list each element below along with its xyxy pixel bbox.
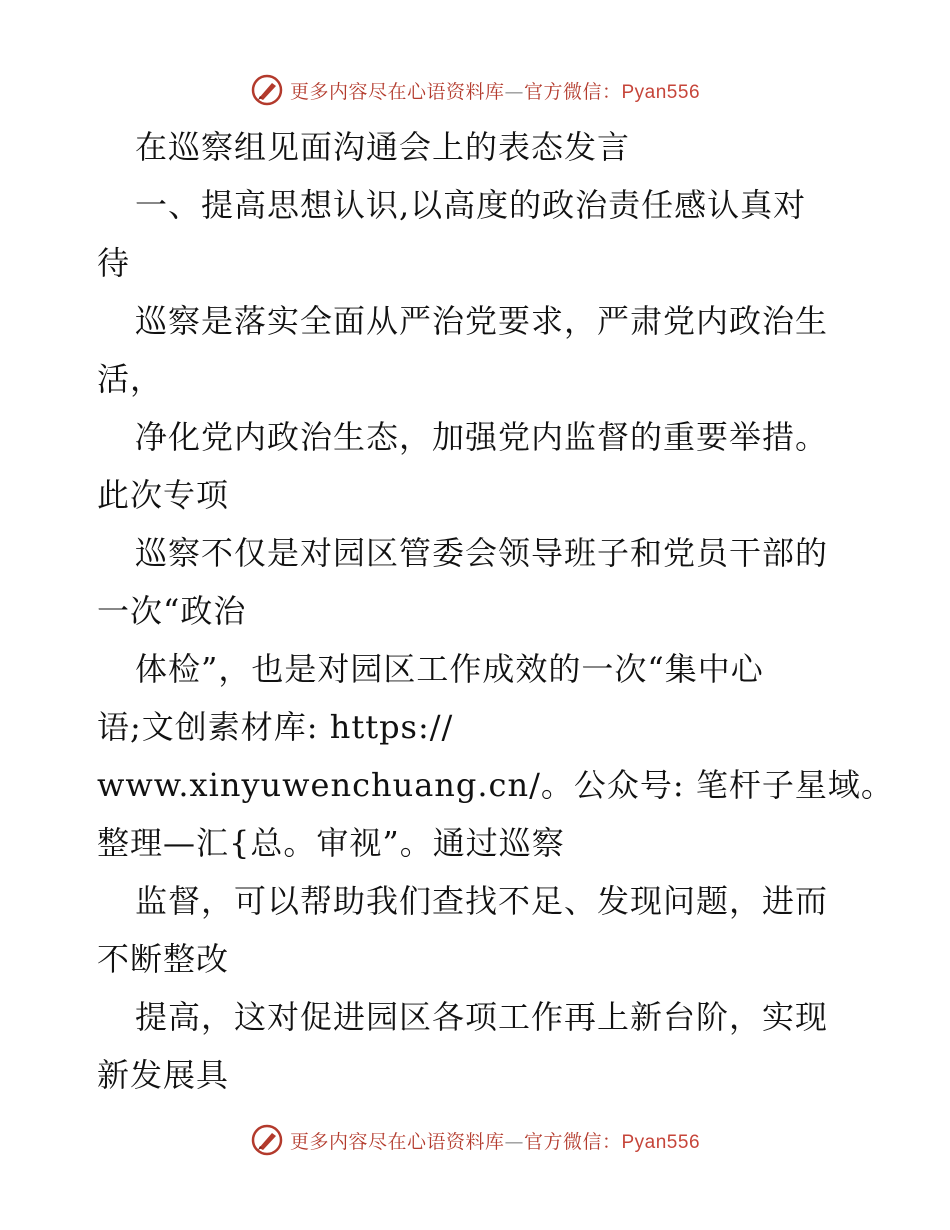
banner-text: [290, 1127, 700, 1154]
banner-title: 更多内容尽在心语资料库: [289, 1130, 505, 1153]
banner-account: Pyan556: [621, 1131, 701, 1153]
paragraph-lines: [97, 176, 894, 1104]
text-line: 监督，可以帮助我们查找不足、发现问题，进而: [135, 882, 829, 920]
text-line: 此次专项: [97, 476, 230, 514]
text-line: 巡察不仅是对园区管委会领导班子和党员干部的: [135, 534, 829, 572]
banner-account: Pyan556: [621, 81, 701, 103]
text-line: 净化党内政治生态，加强党内监督的重要举措。: [135, 418, 829, 456]
text-line: 活，: [97, 360, 164, 398]
text-line: 提高，这对促进园区各项工作再上新台阶，实现: [135, 998, 829, 1036]
text-line: 巡察是落实全面从严治党要求，严肃党内政治生: [135, 302, 829, 340]
text-line: 语;文创素材库: https://: [97, 708, 454, 746]
pen-logo-icon: [250, 1123, 284, 1157]
header-banner: [0, 70, 950, 110]
banner-label: 官方微信：: [523, 1130, 622, 1153]
banner-label: 官方微信：: [523, 80, 622, 103]
banner-separator: —: [504, 80, 524, 103]
footer-banner: [0, 1120, 950, 1160]
banner-title: 更多内容尽在心语资料库: [289, 80, 505, 103]
text-line: 不断整改: [97, 940, 230, 978]
text-line: 一、提高思想认识,以高度的政治责任感认真对: [135, 186, 807, 224]
text-line: 一次“政治: [97, 592, 247, 630]
text-line: 待: [97, 244, 131, 282]
document-body: [97, 118, 894, 1104]
text-line: 体检”，也是对园区工作成效的一次“集中心: [135, 650, 764, 688]
banner-text: [290, 77, 700, 104]
banner-separator: —: [504, 1130, 524, 1153]
text-line: 整理—汇{总。审视”。通过巡察: [97, 824, 565, 862]
pen-logo-icon: [250, 73, 284, 107]
text-line: www.xinyuwenchuang.cn/。公众号: 笔杆子星域。: [97, 766, 894, 804]
text-line: 新发展具: [97, 1056, 230, 1094]
document-title: 在巡察组见面沟通会上的表态发言: [135, 128, 631, 166]
